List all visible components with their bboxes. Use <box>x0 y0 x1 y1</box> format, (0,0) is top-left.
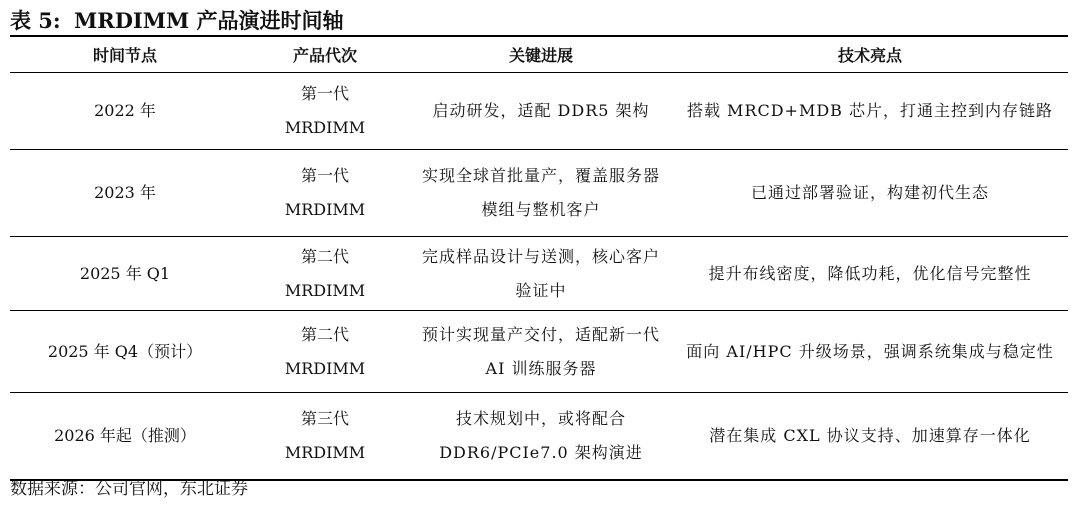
cell-time: 2023 年 <box>10 150 240 237</box>
generation-text: 第一代 MRDIMM <box>284 166 366 219</box>
progress-text: 完成样品设计与送测，核心客户验证中 <box>421 246 660 300</box>
cell-highlight <box>672 73 1068 150</box>
cell-time: 2026 年起（推测） <box>54 426 196 445</box>
cell-highlight <box>672 393 1068 481</box>
cell-progress <box>410 150 672 237</box>
cell-progress <box>410 237 672 311</box>
highlight-text: 搭载 MRCD+MDB 芯片，打通主控到内存链路 <box>686 101 1054 120</box>
table-row <box>10 73 1068 150</box>
cell-time: 2025 年 Q1 <box>10 237 240 311</box>
header-time: 时间节点 <box>10 36 240 73</box>
cell-generation <box>240 150 410 237</box>
table-caption <box>10 6 344 36</box>
cell-highlight <box>672 150 1068 237</box>
cell-highlight <box>672 311 1068 393</box>
generation-text: 第一代 MRDIMM <box>284 84 366 137</box>
highlight-text: 已通过部署验证，构建初代生态 <box>750 183 989 202</box>
cell-progress <box>410 73 672 150</box>
table-row <box>10 237 1068 311</box>
generation-text: 第二代 MRDIMM <box>284 246 366 300</box>
generation-text: 第二代 MRDIMM <box>284 324 366 378</box>
highlight-text: 潜在集成 CXL 协议支持、加速算存一体化 <box>709 426 1031 445</box>
generation-text: 第三代 MRDIMM <box>284 409 366 462</box>
table-row <box>10 393 1068 481</box>
highlight-text: 面向 AI/HPC 升级场景，强调系统集成与稳定性 <box>686 341 1054 361</box>
cell-progress <box>410 311 672 393</box>
cell-generation <box>240 237 410 311</box>
table-row <box>10 150 1068 237</box>
caption-title: MRDIMM 产品演进时间轴 <box>74 8 344 33</box>
progress-text: 启动研发，适配 DDR5 架构 <box>432 101 650 120</box>
highlight-text: 提升布线密度，降低功耗，优化信号完整性 <box>708 263 1032 283</box>
header-highlight: 技术亮点 <box>672 36 1068 73</box>
progress-text: 实现全球首批量产，覆盖服务器模组与整机客户 <box>421 166 660 219</box>
cell-time: 2025 年 Q4（预计） <box>10 311 240 393</box>
cell-generation <box>240 73 410 150</box>
cell-generation <box>240 311 410 393</box>
cell-highlight <box>672 237 1068 311</box>
table-row <box>10 311 1068 393</box>
header-generation: 产品代次 <box>240 36 410 73</box>
progress-text: 技术规划中，或将配合 DDR6/PCIe7.0 架构演进 <box>439 409 643 462</box>
mrdimm-timeline-table <box>10 35 1068 481</box>
cell-time: 2022 年 <box>10 73 240 150</box>
caption-label: 表 5: <box>10 8 61 33</box>
data-source-note: 数据来源：公司官网，东北证券 <box>10 479 248 499</box>
cell-generation <box>240 393 410 481</box>
header-progress: 关键进展 <box>410 36 672 73</box>
table-header-row <box>10 36 1068 73</box>
cell-progress <box>410 393 672 481</box>
progress-text: 预计实现量产交付，适配新一代 AI 训练服务器 <box>421 324 660 378</box>
